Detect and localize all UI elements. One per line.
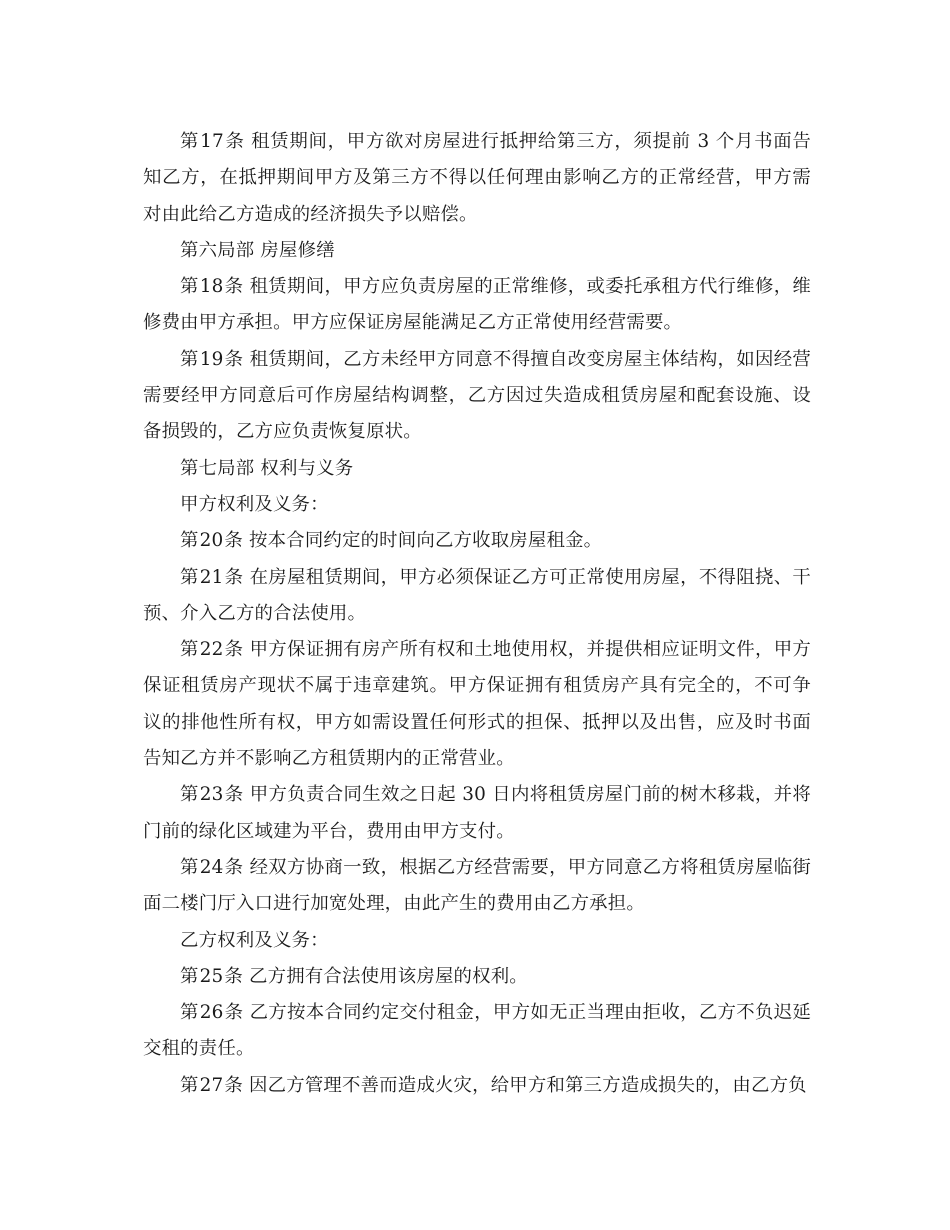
clause-number: 21 (199, 566, 224, 588)
clause-prefix: 第 (180, 276, 199, 298)
clause-prefix: 第 (180, 1074, 199, 1096)
party-a-heading (143, 487, 811, 523)
clause-27 (143, 1068, 811, 1104)
clause-26 (143, 995, 811, 1068)
subheading-text: 甲方权利及义务： (180, 493, 329, 515)
clause-number: 25 (199, 965, 224, 987)
clause-18 (143, 269, 811, 342)
clause-prefix: 第 (180, 639, 199, 661)
section-heading-6 (143, 233, 811, 269)
clause-number: 20 (199, 530, 224, 552)
clause-text: 条 租赁期间，乙方未经甲方同意不得擅自改变房屋主体结构，如因经营需要经甲方同意后可作房屋结构调整，乙方因过失造成租赁房屋和配套设施、设备损毁的，乙方应负责恢复原状。 (143, 348, 812, 443)
clause-number: 23 (199, 784, 224, 806)
clause-number: 26 (199, 1002, 224, 1024)
clause-number: 19 (199, 348, 224, 370)
clause-text: 条 按本合同约定的时间向乙方收取房屋租金。 (224, 530, 603, 552)
clause-25 (143, 959, 811, 995)
clause-17 (143, 124, 811, 233)
clause-21 (143, 560, 811, 633)
clause-prefix: 第 (180, 856, 199, 878)
party-b-heading (143, 923, 811, 959)
clause-prefix: 第 (180, 1002, 199, 1024)
clause-20 (143, 523, 811, 559)
clause-prefix: 第 (180, 348, 199, 370)
subheading-text: 乙方权利及义务： (180, 929, 329, 951)
clause-prefix: 第 (180, 965, 199, 987)
clause-19 (143, 342, 811, 451)
clause-number: 18 (199, 276, 224, 298)
section-heading-text: 第六局部 房屋修缮 (180, 239, 335, 261)
clause-text: 条 经双方协商一致，根据乙方经营需要，甲方同意乙方将租赁房屋临街面二楼门厅入口进行加宽处理，由此产生的费用由乙方承担。 (143, 856, 812, 915)
clause-number: 22 (199, 639, 224, 661)
clause-prefix: 第 (180, 566, 199, 588)
clause-text: 条 甲方负责合同生效之日起 30 日内将租赁房屋门前的树木移栽，并将门前的绿化区域建为平台，费用由甲方支付。 (143, 784, 811, 842)
clause-24 (143, 850, 811, 923)
document-body (143, 124, 811, 1104)
clause-text: 条 在房屋租赁期间，甲方必须保证乙方可正常使用房屋，不得阻挠、干预、介入乙方的合法使用。 (143, 566, 812, 624)
clause-text: 条 乙方拥有合法使用该房屋的权利。 (224, 965, 528, 987)
clause-22 (143, 632, 811, 777)
section-heading-text: 第七局部 权利与义务 (180, 457, 354, 479)
clause-text: 条 因乙方管理不善而造成火灾，给甲方和第三方造成损失的，由乙方负 (224, 1074, 807, 1096)
clause-number: 17 (200, 131, 224, 152)
clause-number: 24 (199, 856, 224, 878)
clause-23 (143, 777, 811, 850)
clause-text: 条 租赁期间，甲方应负责房屋的正常维修，或委托承租方代行维修，维修费由甲方承担。甲方应保证房屋能满足乙方正常使用经营需要。 (143, 276, 812, 334)
clause-prefix: 第 (180, 530, 199, 552)
clause-prefix: 第 (180, 131, 200, 152)
clause-number: 27 (199, 1074, 224, 1096)
section-heading-7 (143, 451, 811, 487)
clause-text: 条 租赁期间，甲方欲对房屋进行抵押给第三方，须提前 3 个月书面告知乙方，在抵押期间甲方及第三方不得以任何理由影响乙方的正常经营，甲方需对由此给乙方造成的经济损失予以赔偿。 (143, 131, 811, 225)
clause-prefix: 第 (180, 784, 199, 806)
clause-text: 条 乙方按本合同约定交付租金，甲方如无正当理由拒收，乙方不负迟延交租的责任。 (143, 1002, 812, 1060)
clause-text: 条 甲方保证拥有房产所有权和土地使用权，并提供相应证明文件，甲方保证租赁房产现状不属于违章建筑。甲方保证拥有租赁房产具有完全的，不可争议的排他性所有权，甲方如需设置任何形式的担保、抵押以及出售，应及时书面告知乙方并不影响乙方租赁期内的正常营业。 (143, 639, 812, 770)
